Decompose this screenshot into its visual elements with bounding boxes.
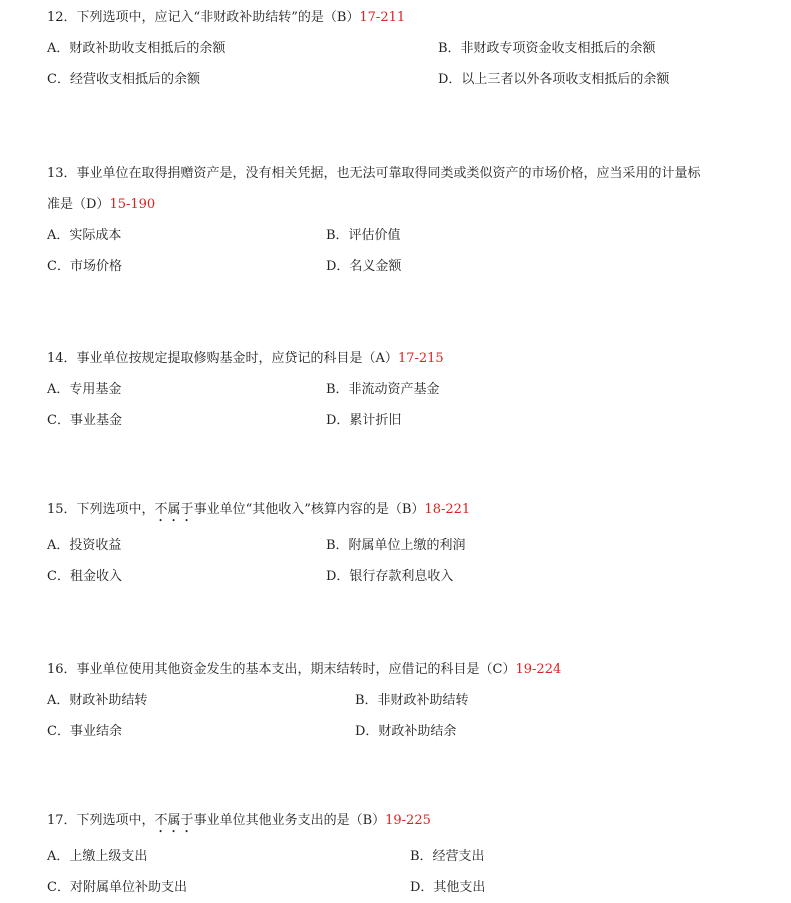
option-d: D．累计折旧 xyxy=(326,413,402,428)
question-stem: 14．事业单位按规定提取修购基金时，应贷记的科目是（A）17-215 xyxy=(47,351,444,366)
option-b: B．非财政专项资金收支相抵后的余额 xyxy=(438,41,656,56)
option-d: D．名义金额 xyxy=(326,259,402,274)
page-reference: 19-225 xyxy=(385,813,431,828)
option-c: C．租金收入 xyxy=(47,569,122,584)
option-a: A．上缴上级支出 xyxy=(47,849,148,864)
option-b: B．评估价值 xyxy=(326,228,401,243)
option-b: B．非流动资产基金 xyxy=(326,382,440,397)
question-stem: 15．下列选项中，不属于事业单位“其他收入”核算内容的是（B）18-221 xyxy=(47,502,471,517)
option-b: B．经营支出 xyxy=(410,849,485,864)
option-a: A．财政补助结转 xyxy=(47,693,148,708)
option-d: D．以上三者以外各项收支相抵后的余额 xyxy=(438,72,670,87)
option-c: C．对附属单位补助支出 xyxy=(47,880,187,895)
option-c: C．经营收支相抵后的余额 xyxy=(47,72,200,87)
option-a: A．专用基金 xyxy=(47,382,122,397)
option-a: A．投资收益 xyxy=(47,538,122,553)
option-d: D．其他支出 xyxy=(410,880,486,895)
option-c: C．事业结余 xyxy=(47,724,122,739)
page-reference: 17-215 xyxy=(397,351,444,366)
question-stem: 12．下列选项中，应记入“非财政补助结转”的是（B）17-211 xyxy=(47,10,406,25)
emphasized-negation: 不属于 xyxy=(154,813,194,828)
page-reference: 19-224 xyxy=(515,662,562,677)
question-stem-line-1: 13．事业单位在取得捐赠资产是，没有相关凭据，也无法可靠取得同类或类似资产的市场价格，应当采用的计量标 xyxy=(47,166,701,181)
option-b: B．非财政补助结转 xyxy=(355,693,469,708)
option-a: A．实际成本 xyxy=(47,228,122,243)
option-d: D．银行存款利息收入 xyxy=(326,569,454,584)
option-d: D．财政补助结余 xyxy=(355,724,457,739)
option-a: A．财政补助收支相抵后的余额 xyxy=(47,41,226,56)
emphasized-negation: 不属于 xyxy=(154,502,194,517)
option-c: C．事业基金 xyxy=(47,413,122,428)
question-stem: 17．下列选项中，不属于事业单位其他业务支出的是（B）19-225 xyxy=(47,813,431,828)
page-reference: 15-190 xyxy=(109,197,156,212)
page-reference: 17-211 xyxy=(359,10,406,25)
option-c: C．市场价格 xyxy=(47,259,122,274)
page-reference: 18-221 xyxy=(424,502,471,517)
question-stem-line-2: 准是（D）15-190 xyxy=(47,197,156,212)
question-stem: 16．事业单位使用其他资金发生的基本支出，期末结转时，应借记的科目是（C）19-224 xyxy=(47,662,562,677)
option-b: B．附属单位上缴的利润 xyxy=(326,538,466,553)
